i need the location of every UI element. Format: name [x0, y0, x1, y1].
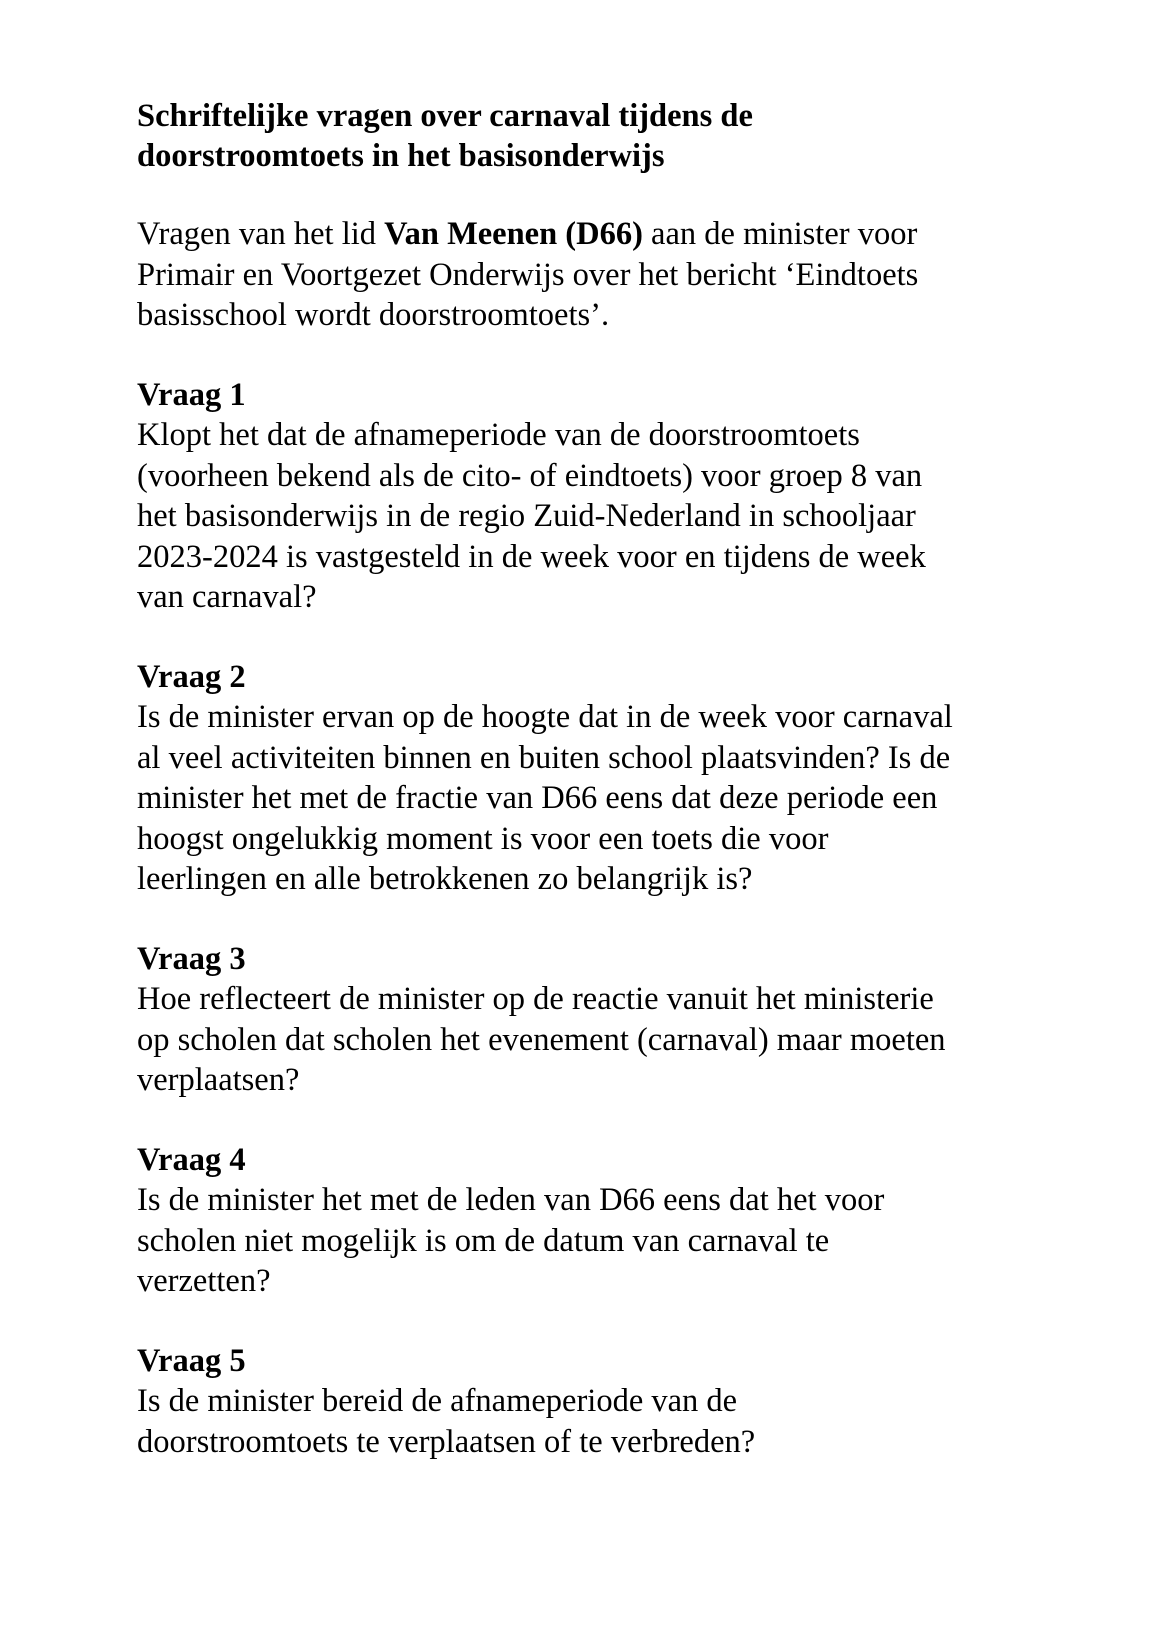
- question-1: [137, 375, 1067, 618]
- question-line: doorstroomtoets te verplaatsen of te verbreden?: [137, 1423, 756, 1460]
- question-line: leerlingen en alle betrokkenen zo belangrijk is?: [137, 861, 753, 897]
- intro-line: basisschool wordt doorstroomtoets’.: [137, 297, 610, 333]
- question-line: van carnaval?: [137, 579, 317, 615]
- question-line: Is de minister bereid de afnameperiode van de: [137, 1383, 738, 1419]
- question-4: [137, 1140, 1067, 1302]
- intro-line: Primair en Voortgezet Onderwijs over het bericht ‘Eindtoets: [137, 256, 919, 293]
- question-line: scholen niet mogelijk is om de datum van carnaval te: [137, 1222, 830, 1259]
- question-heading: Vraag 1: [137, 376, 246, 413]
- question-3: [137, 939, 1067, 1101]
- title-line: doorstroomtoets in het basisonderwijs: [137, 138, 665, 174]
- question-body: [137, 697, 1067, 900]
- intro-paragraph: [137, 214, 1067, 336]
- intro-prefix: Vragen van het lid: [137, 216, 385, 252]
- question-heading: Vraag 3: [137, 940, 246, 977]
- question-line: Is de minister het met de leden van D66 eens dat het voor: [137, 1182, 885, 1218]
- question-body: [137, 415, 1067, 618]
- question-body: [137, 1381, 1067, 1462]
- question-line: al veel activiteiten binnen en buiten school plaatsvinden? Is de: [137, 739, 951, 776]
- question-heading: Vraag 5: [137, 1342, 246, 1379]
- question-line: hoogst ongelukkig moment is voor een toets die voor: [137, 820, 829, 857]
- question-5: [137, 1341, 1067, 1463]
- question-body: [137, 1180, 1067, 1302]
- question-line: verzetten?: [137, 1263, 271, 1299]
- title-line: Schriftelijke vragen over carnaval tijdens de: [137, 98, 753, 134]
- question-line: 2023-2024 is vastgesteld in de week voor en tijdens de week: [137, 538, 926, 575]
- question-heading: Vraag 4: [137, 1141, 246, 1178]
- member-name: Van Meenen (D66): [384, 216, 643, 252]
- question-body: [137, 979, 1067, 1101]
- question-line: Klopt het dat de afnameperiode van de doorstroomtoets: [137, 417, 860, 453]
- question-line: (voorheen bekend als de cito- of eindtoets) voor groep 8 van: [137, 457, 923, 494]
- question-2: [137, 657, 1067, 900]
- intro-suffix: aan de minister voor: [642, 216, 918, 252]
- document-content: [137, 96, 1067, 1462]
- question-line: Is de minister ervan op de hoogte dat in de week voor carnaval: [137, 699, 953, 735]
- document-title: [137, 96, 1067, 176]
- intro-line: [137, 214, 1067, 255]
- question-line: minister het met de fractie van D66 eens dat deze periode een: [137, 780, 938, 816]
- question-line: op scholen dat scholen het evenement (carnaval) maar moeten: [137, 1021, 946, 1058]
- question-heading: Vraag 2: [137, 658, 246, 695]
- question-line: verplaatsen?: [137, 1062, 300, 1098]
- question-line: Hoe reflecteert de minister op de reactie vanuit het ministerie: [137, 981, 934, 1017]
- question-line: het basisonderwijs in de regio Zuid-Nederland in schooljaar: [137, 498, 916, 534]
